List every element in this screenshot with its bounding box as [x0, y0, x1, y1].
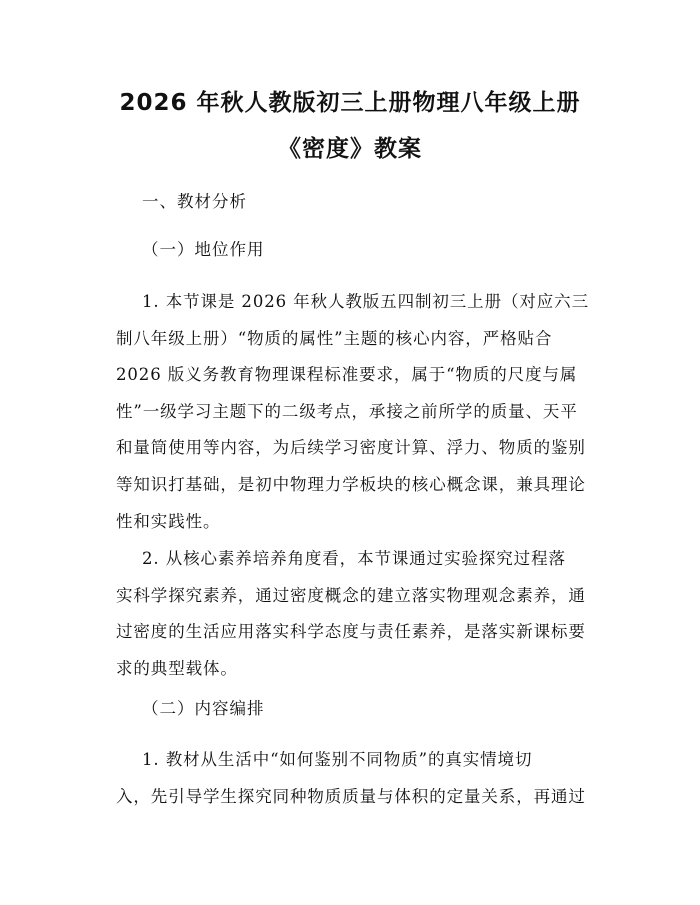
paragraph-line: 入，先引导学生探究同种物质质量与体积的定量关系，再通过	[116, 786, 586, 806]
paragraph-line: 制八年级上册）“物质的属性”主题的核心内容，严格贴合	[116, 328, 553, 348]
paragraph-line: 等知识打基础，是初中物理力学板块的核心概念课，兼具理论	[116, 474, 586, 494]
paragraph-line: 过密度的生活应用落实科学态度与责任素养，是落实新课标要	[116, 622, 586, 642]
paragraph	[116, 284, 606, 540]
paragraph-line: 和量筒使用等内容，为后续学习密度计算、浮力、物质的鉴别	[116, 438, 586, 458]
document-title-line1: 2026 年秋人教版初三上册物理八年级上册	[119, 90, 581, 116]
paragraph-line: 1. 本节课是 2026 年秋人教版五四制初三上册（对应六三	[142, 292, 589, 311]
paragraph-line: 性和实践性。	[116, 511, 221, 531]
paragraph-line: 性”一级学习主题下的二级考点，承接之前所学的质量、天平	[116, 401, 578, 421]
paragraph-line: 2. 从核心素养培养角度看，本节课通过实验探究过程落	[142, 549, 566, 568]
section-heading: 一、教材分析	[142, 192, 247, 211]
subsection-heading: （二）内容编排	[142, 699, 265, 718]
paragraph-line: 2026 版义务教育物理课程标准要求，属于“物质的尺度与属	[116, 365, 578, 385]
paragraph-line: 1. 教材从生活中“如何鉴别不同物质”的真实情境切	[142, 750, 533, 769]
paragraph-line: 求的典型载体。	[116, 658, 238, 678]
subsection-heading: （一）地位作用	[142, 240, 265, 259]
paragraph-line: 实科学探究素养，通过密度概念的建立落实物理观念素养，通	[116, 585, 586, 605]
paragraph	[116, 541, 606, 687]
paragraph	[116, 742, 606, 815]
document-title-line2: 《密度》教案	[278, 136, 422, 162]
